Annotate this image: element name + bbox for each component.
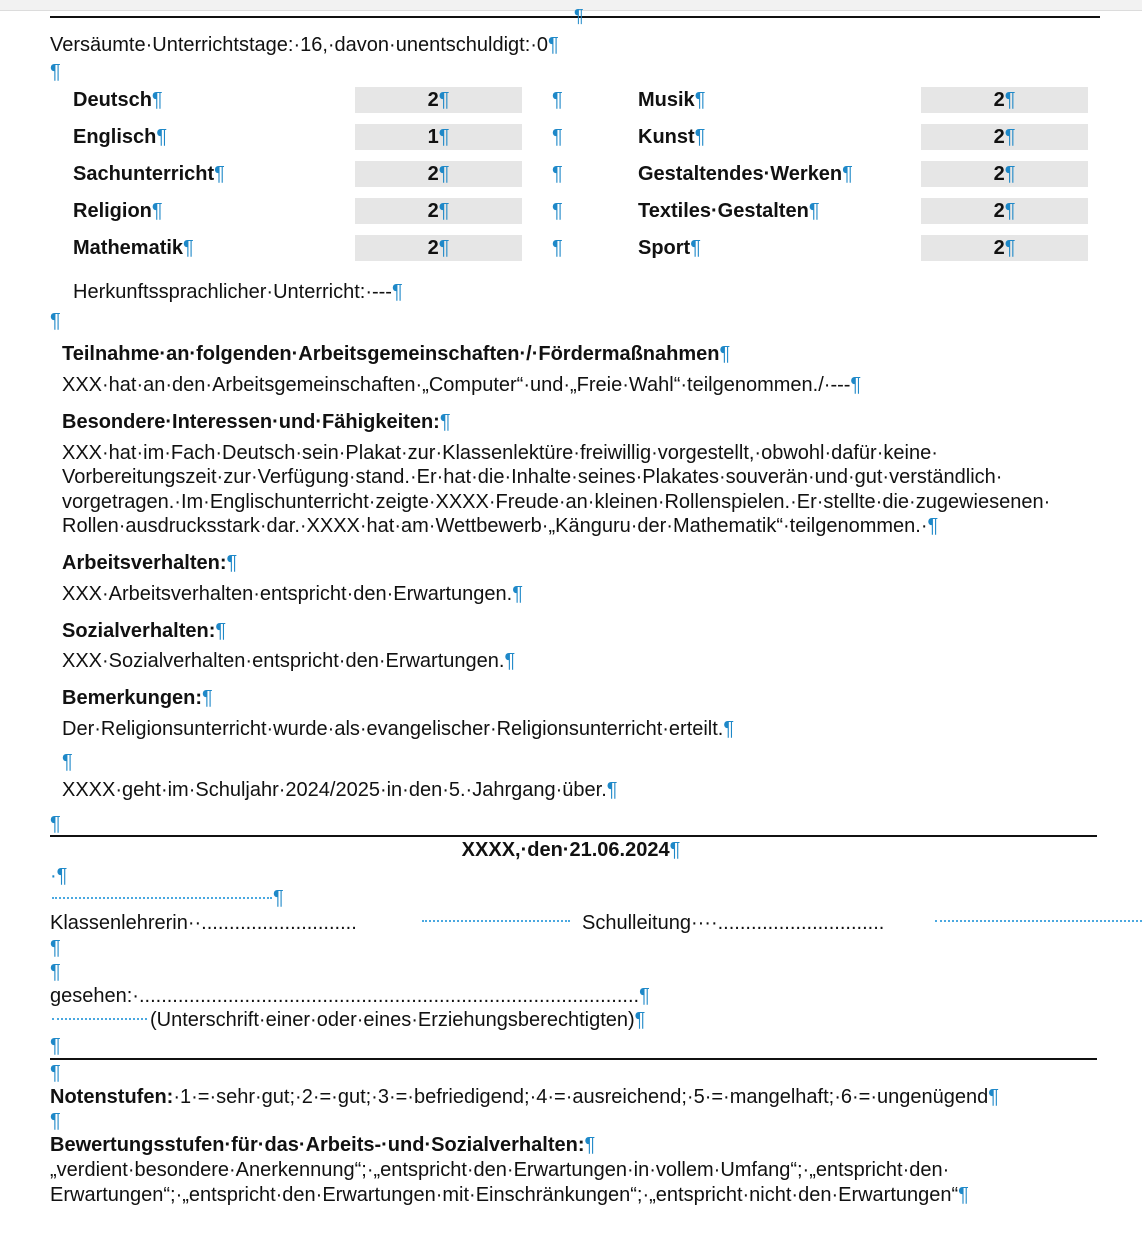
- legend-rule: [50, 1058, 1097, 1060]
- subject-musik: Musik¶: [638, 89, 706, 111]
- attendance-line: Versäumte·Unterrichtstage:·16,·davon·unentschuldigt:·0¶: [50, 34, 559, 56]
- social-behavior-heading: Sozialverhalten:¶: [62, 620, 227, 642]
- signature-dotted-line: [52, 897, 272, 899]
- subject-sport: Sport¶: [638, 237, 701, 259]
- work-behavior-text: XXX·Arbeitsverhalten·entspricht·den·Erwartungen.¶: [62, 583, 523, 605]
- empty-paragraph: ¶: [50, 937, 61, 959]
- grade-religion: 2¶: [355, 198, 522, 224]
- teacher-dots: ............................: [201, 912, 357, 934]
- grades-legend-label: Notenstufen:: [50, 1086, 174, 1108]
- interests-line-4: Rollen·ausdrucksstark·dar.·XXXX·hat·am·Wettbewerb·„Känguru·der·Mathematik“·teilgenommen.·¶: [62, 515, 939, 537]
- pilcrow: ¶: [574, 6, 584, 26]
- interests-heading: Besondere·Interessen·und·Fähigkeiten:¶: [62, 411, 451, 433]
- pilcrow: ¶: [552, 237, 563, 259]
- principal-tab-leader: [935, 920, 1142, 922]
- subject-textiles-gestalten: Textiles·Gestalten¶: [638, 200, 820, 222]
- subject-kunst: Kunst¶: [638, 126, 706, 148]
- empty-paragraph: ¶: [50, 813, 61, 835]
- grades-legend: Notenstufen:·1·=·sehr·gut;·2·=·gut;·3·=·befriedigend;·4·=·ausreichend;·5·=·mangelhaft;·6·=·ungenügend¶: [50, 1086, 999, 1108]
- empty-paragraph: ¶: [50, 1035, 61, 1057]
- teacher-tab-leader: [422, 920, 570, 922]
- social-behavior-text: XXX·Sozialverhalten·entspricht·den·Erwartungen.¶: [62, 650, 516, 672]
- subject-religion: Religion¶: [73, 200, 163, 222]
- grade-textiles-gestalten: 2¶: [921, 198, 1088, 224]
- pilcrow: ¶: [552, 126, 563, 148]
- teacher-signature-line: [50, 911, 357, 935]
- heritage-language-line: Herkunftssprachlicher·Unterricht:·---¶: [73, 281, 403, 303]
- empty-paragraph: ¶: [50, 961, 61, 983]
- guardian-tab-leader: [52, 1018, 147, 1020]
- ag-text: XXX·hat·an·den·Arbeitsgemeinschaften·„Computer“·und·„Freie·Wahl“·teilgenommen./·---¶: [62, 374, 862, 396]
- remarks-heading: Bemerkungen:¶: [62, 687, 213, 709]
- remarks-text: Der·Religionsunterricht·wurde·als·evangelischer·Religionsunterricht·erteilt.¶: [62, 718, 735, 740]
- attendance-text: Versäumte·Unterrichtstage:·16,·davon·unentschuldigt:·0: [50, 34, 549, 56]
- guardian-seen-line: gesehen:·..........................................................................................¶: [50, 985, 650, 1007]
- interests-line-3: vorgetragen.·Im·Englischunterricht·zeigte·XXXX·Freude·an·kleinen·Rollenspielen.·Er·stellte·die·zugewiesenen·: [62, 491, 1051, 513]
- empty-paragraph: ¶: [50, 1062, 61, 1084]
- ag-heading: Teilnahme·an·folgenden·Arbeitsgemeinschaften·/·Fördermaßnahmen¶: [62, 343, 731, 365]
- grade-sport: 2¶: [921, 235, 1088, 261]
- subject-deutsch: Deutsch¶: [73, 89, 163, 111]
- transfer-text: XXXX·geht·im·Schuljahr·2024/2025·in·den·5.·Jahrgang·über.¶: [62, 779, 618, 801]
- principal-dots: ..............................: [717, 912, 885, 934]
- place-date: XXXX,·den·21.06.2024¶: [461, 839, 681, 861]
- empty-paragraph: ¶: [62, 751, 73, 773]
- teacher-label: Klassenlehrerin··: [50, 912, 202, 934]
- subject-mathematik: Mathematik¶: [73, 237, 194, 259]
- seen-dots: ..........................................................................................: [138, 985, 640, 1007]
- behavior-legend-heading: Bewertungsstufen·für·das·Arbeits-·und·Sozialverhalten:¶: [50, 1134, 596, 1156]
- empty-paragraph: ·¶: [50, 865, 68, 887]
- guardian-caption: (Unterschrift·einer·oder·eines·Erziehungsberechtigten)¶: [150, 1009, 646, 1031]
- grade-deutsch: 2¶: [355, 87, 522, 113]
- subject-gestaltendes-werken: Gestaltendes·Werken¶: [638, 163, 853, 185]
- behavior-legend-line-2: Erwartungen“;·„entspricht·den·Erwartungen·mit·Einschränkungen“;·„entspricht·nicht·den·Erwartungen“¶: [50, 1184, 969, 1206]
- interests-line-2: Vorbereitungszeit·zur·Verfügung·stand.·Er·hat·die·Inhalte·seines·Plakates·souverän·und·gut·verständlich·: [62, 466, 1003, 488]
- grade-musik: 2¶: [921, 87, 1088, 113]
- date-rule: [50, 835, 1097, 837]
- pilcrow: ¶: [552, 89, 563, 111]
- empty-paragraph: ¶: [50, 61, 61, 83]
- grade-gestaltendes-werken: 2¶: [921, 161, 1088, 187]
- work-behavior-heading: Arbeitsverhalten:¶: [62, 552, 238, 574]
- principal-label: Schulleitung····: [582, 912, 718, 934]
- pilcrow: ¶: [552, 163, 563, 185]
- grade-kunst: 2¶: [921, 124, 1088, 150]
- pilcrow: ¶: [552, 200, 563, 222]
- empty-paragraph: ¶: [50, 310, 61, 332]
- grade-englisch: 1¶: [355, 124, 522, 150]
- subject-englisch: Englisch¶: [73, 126, 168, 148]
- pilcrow: ¶: [273, 887, 284, 909]
- principal-signature-line: [582, 911, 884, 935]
- grades-legend-text: ·1·=·sehr·gut;·2·=·gut;·3·=·befriedigend;·4·=·ausreichend;·5·=·mangelhaft;·6·=·ungenügend: [173, 1086, 989, 1108]
- empty-paragraph: ¶: [50, 1110, 61, 1132]
- seen-label: gesehen:·: [50, 985, 139, 1007]
- interests-line-1: XXX·hat·im·Fach·Deutsch·sein·Plakat·zur·Klassenlektüre·freiwillig·vorgestellt,·obwohl·dafür·keine·: [62, 442, 938, 464]
- ruler-strip: [0, 0, 1142, 11]
- subject-sachunterricht: Sachunterricht¶: [73, 163, 225, 185]
- behavior-legend-line-1: „verdient·besondere·Anerkennung“;·„entspricht·den·Erwartungen·in·vollem·Umfang“;·„entspricht·den·: [50, 1159, 950, 1181]
- grade-mathematik: 2¶: [355, 235, 522, 261]
- grade-sachunterricht: 2¶: [355, 161, 522, 187]
